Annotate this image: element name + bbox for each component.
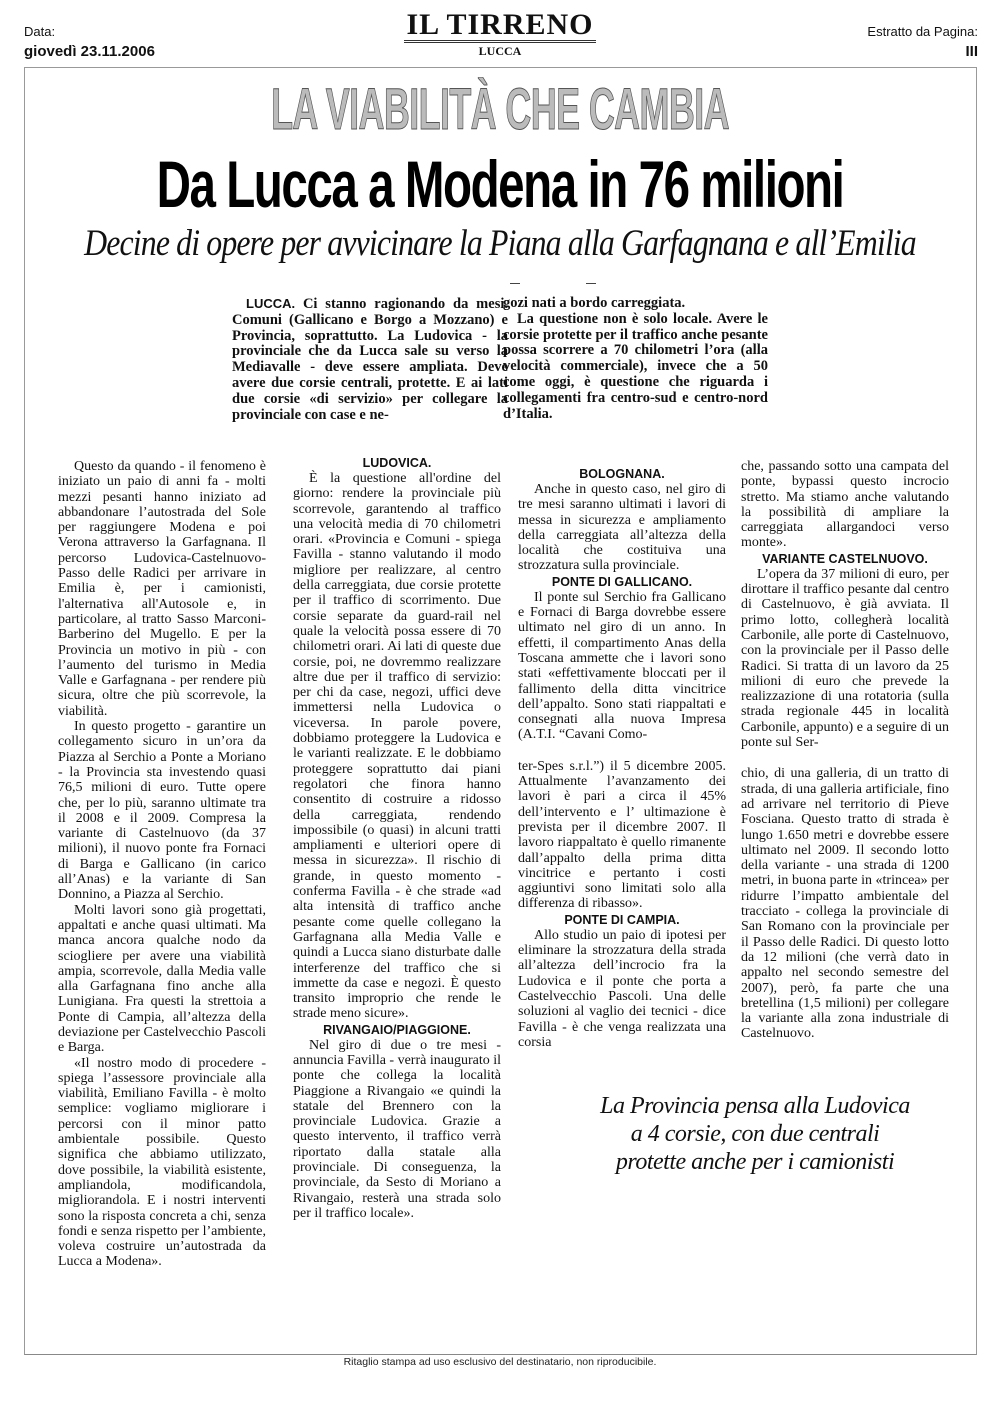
section-heading-ponte-gallicano: PONTE DI GALLICANO. xyxy=(551,574,693,589)
masthead xyxy=(0,10,1000,59)
pull-quote xyxy=(530,1092,980,1176)
newspaper-name: IL TIRRENO xyxy=(406,8,594,41)
pull-quote-line: a 4 corsie, con due centrali xyxy=(630,1121,880,1147)
page-block xyxy=(867,24,978,60)
lead-paragraph-3: La questione non è solo locale. Avere le corsie protette per il traffico anche pesante possa scorrere a 70 chilometri l’ora (alla velocità commerciale), invece che a 50 come oggi, è questione che riguarda i collegamenti fra centro-sud e centro-nord d’Italia. xyxy=(503,310,768,422)
column-gap xyxy=(741,750,949,766)
section-text-variante-castelnuovo-cont: chio, di una galleria, di un tratto di strada, di una galleria artificiale, fino ad arrivare nel territorio di Pieve Fosciana. Questo tratto di strada è lungo 1.650 metri e dovrebbe essere ultimato nel 2009. Il secondo lotto della variante - una strada di 1200 metri, in buona parte in «trincea» per ridurre l’impatto ambientale del tracciato - collega la provinciale di San Romano con la provinciale per il Passo delle Radici. Di questo lotto da 12 milioni (che verrà dato in appalto nel secondo semestre del 2007), però, fa parte che una bretellina (1,5 milioni) per collegare la variante alla zona industriale di Castelnuovo. xyxy=(741,766,949,1042)
section-text-ponte-gallicano-cont: ter-Spes s.r.l.”) il 5 dicembre 2005. Attualmente l’avanzamento dei lavori è pari a circa il 45% dell’intervento e l’ ultimazione è prevista per il dicembre 2007. Il lavoro riappaltato è quello rimanente dall’appalto della prima ditta vincitrice e pertanto i costi aggiuntivi sono limitati solo alla differenza di ribasso». xyxy=(518,758,726,912)
section-text-ponte-gallicano: Il ponte sul Serchio fra Gallicano e Fornaci di Barga dovrebbe essere ultimato nel giro di un anno. In effetti, il compartimento Anas della Toscana ammette che i lavori sono stati «effettivamente bloccati per il fallimento della ditta vincitrice dell’appalto. Sono stati riappaltati e consegnati alla nuova Impresa (A.T.I. “Cavani Como- xyxy=(518,589,726,743)
pull-quote-line: protette anche per i camionisti xyxy=(615,1149,895,1175)
dash xyxy=(510,283,520,284)
body-column-3 xyxy=(518,466,726,1050)
edition-name: LUCCA xyxy=(478,44,522,58)
section-heading-bolognana: BOLOGNANA. xyxy=(579,467,665,481)
section-text-rivangaio: Nel giro di due o tre mesi - annuncia Favilla - verrà inaugurato il ponte che collega la località Piaggione a Rivangaio «e quindi la statale del Brennero con la provinciale Ludovica. Grazie a questo intervento, il traffico verrà riportato dalla statale alla provinciale. Di conseguenza, la provinciale, da Sesto di Moriano a Rivangaio, resterà una strada solo per il traffico locale». xyxy=(293,1037,501,1221)
separator-dashes xyxy=(510,283,600,284)
section-heading-variante-castelnuovo: VARIANTE CASTELNUOVO. xyxy=(762,551,928,566)
lead-kicker: LUCCA. xyxy=(246,296,296,311)
section-text-ponte-campia-cont: che, passando sotto una campata del ponte, bypassi questo incrocio stretto. Ma stiamo anche valutando la possibilità di ampliare la carreggiata allargandoci verso monte». xyxy=(741,459,949,551)
section-text-bolognana: Anche in questo caso, nel giro di tre mesi saranno ultimati i lavori di messa in sicurezza e ampliamento della carreggiata all’altezza della località che costituiva una strozzatura sulla provinciale. xyxy=(518,482,726,574)
dash xyxy=(586,283,596,284)
section-text-ludovica: È la questione all'ordine del giorno: rendere la provinciale più scorrevole, garantendo al traffico una velocità media di 70 chilometri orari. «Provincia e Comuni - spiega Favilla - stanno valutando il modo migliore per realizzare, al centro della carreggiata, due corsie protette per il traffico di scorrimento. Due corsie separate da guard-rail nel quale la velocità possa essere di 70 chilometri orari. Ai lati di queste due corsie, poi, ne dovremmo realizzare altre due per il traffico di servizio: per chi da case, negozi, uffici deve immettersi nella Ludovica o viceversa. In parole povere, dobbiamo proteggere la Ludovica e le varianti realizzate. E le dobbiamo proteggere soprattutto dai piani regolatori che finora hanno consentito di costruire a ridosso della carreggiata, rendendo impossibile (o quasi) in alcuni tratti ampliamenti e ulteriori opere di messa in sicurezza». Il rischio di grande, in questo momento - conferma Favilla - è che strade «ad alta intensità di traffico anche pesante come quelle collegano la Garfagnana alla Media Valle e quindi a Lucca siano disturbate dalle interferenze del traffico che si immette da case e negozi. È questo transito improprio che rende le strade meno sicure». xyxy=(293,471,501,1022)
copyright-notice: Ritaglio stampa ad uso esclusivo del destinatario, non riproducibile. xyxy=(343,1356,657,1368)
article-kicker-headline: LA VIABILITÀ CHE CAMBIA xyxy=(271,77,729,142)
section-heading-ponte-campia: PONTE DI CAMPIA. xyxy=(564,912,680,927)
article-title: Da Lucca a Modena in 76 milioni xyxy=(156,147,844,221)
column-gap xyxy=(518,743,726,759)
section-heading-ludovica: LUDOVICA. xyxy=(362,456,432,470)
page-value: III xyxy=(965,43,978,60)
page-label: Estratto da Pagina: xyxy=(867,24,978,39)
body-paragraph: Molti lavori sono già progettati, appaltati e anche quasi ultimati. Ma manca ancora qualche nodo da sciogliere per avere una viabilità ampia, scorrevole, dalla Media valle alla Garfagnana fino anche alla Lunigiana. Fra questi la strettoia a Ponte di Campia, all’altezza della deviazione per Castelvecchio Pascoli e Barga. xyxy=(58,902,266,1056)
article-subtitle: Decine di opere per avvicinare la Piana alla Garfagnana e all’Emilia xyxy=(84,223,916,264)
section-text-ponte-campia: Allo studio un paio di ipotesi per eliminare la strozzatura della strada all’altezza dell’incrocio fra la Ludovica e il ponte che porta a Castelvecchio Pascoli. Una delle soluzioni al vaglio dei tecnici - dice Favilla - è che venga realizzata una corsia xyxy=(518,927,726,1050)
body-column-2 xyxy=(293,455,501,1221)
pull-quote-line: La Provincia pensa alla Ludovica xyxy=(600,1093,910,1119)
section-text-variante-castelnuovo: L’opera da 37 milioni di euro, per dirottare il traffico pesante dal centro di Castelnuovo, è già avviata. Il primo lotto, collegherà località Carbonile, alle porte di Castelnuovo, con la provinciale per il Passo delle Radici. Si tratta di un lavoro da 25 milioni di euro che prevede la realizzazione di una rotatoria (sulla strada regionale 445 in località Carbonile, appunto) e a seguire di un ponte sul Ser- xyxy=(741,566,949,751)
date-value: giovedì 23.11.2006 xyxy=(24,43,155,60)
body-column-1 xyxy=(58,459,266,1270)
lead-column-1 xyxy=(232,296,508,423)
body-paragraph: Questo da quando - il fenomeno è iniziato un paio di anni fa - molti mezzi pesanti hanno iniziato ad abbandonare l’autostrada del Sole per raggiungere Modena e poi Verona attraverso la Garfagnana. Il percorso Ludovica-Castelnuovo-Passo delle Radici per arrivare in Emilia è, per i camionisti, l'alternativa all'Autosole e, in particolare, al tratto Sasso Marconi-Barberino del Mugello. E per la Provincia un motivo in più - con l’aumento del turismo in Media Valle e Garfagnana - per rendere più sicura, oltre che più scorrevole, la viabilità. xyxy=(58,459,266,719)
body-column-4 xyxy=(741,459,949,1042)
body-paragraph: In questo progetto - garantire un collegamento sicuro in un’ora da Piazza al Serchio a Ponte a Moriano - la Provincia sta investendo quasi 76,5 milioni di euro. Tutte opere che, per lo più, saranno ultimate tra il 2008 e il 2009. Compresa la variante di Castelnuovo (da 37 milioni), il nuovo ponte fra Fornaci di Barga e Gallicano (in carico all’Anas) e la variante di San Donnino, a Piazza al Serchio. xyxy=(58,719,266,903)
section-heading-rivangaio: RIVANGAIO/PIAGGIONE. xyxy=(323,1022,471,1037)
lead-paragraph-1: Ci stanno ragionando da mesi. Comuni (Gallicano e Borgo a Mozzano) e Provincia, soprattutto. La Ludovica - la provinciale che da Lucca sale su verso la Mediavalle - deve essere ampliata. Deve avere due corsie centrali, protette. E ai lati due corsie «di servizio» per collegare la provinciale con case e ne- xyxy=(232,296,508,423)
lead-paragraph-2: gozi nati a bordo carreggiata. xyxy=(503,295,686,311)
date-label: Data: xyxy=(24,24,56,39)
lead-column-2 xyxy=(503,296,768,422)
body-paragraph: «Il nostro modo di procedere - spiega l’assessore provinciale alla viabilità, Emiliano Favilla - è molto semplice: vogliamo migliorare i percorsi con il minor patto ambientale possibile. Questo significa che abbiamo utilizzato, dove possibile, la viabilità esistente, ampliandola, modificandola, migliorandola. E i nostri interventi sono la risposta concreta a chi, senza fondi e senza rispetto per l’ambiente, voleva costruire un’autostrada da Lucca a Modena». xyxy=(58,1055,266,1270)
